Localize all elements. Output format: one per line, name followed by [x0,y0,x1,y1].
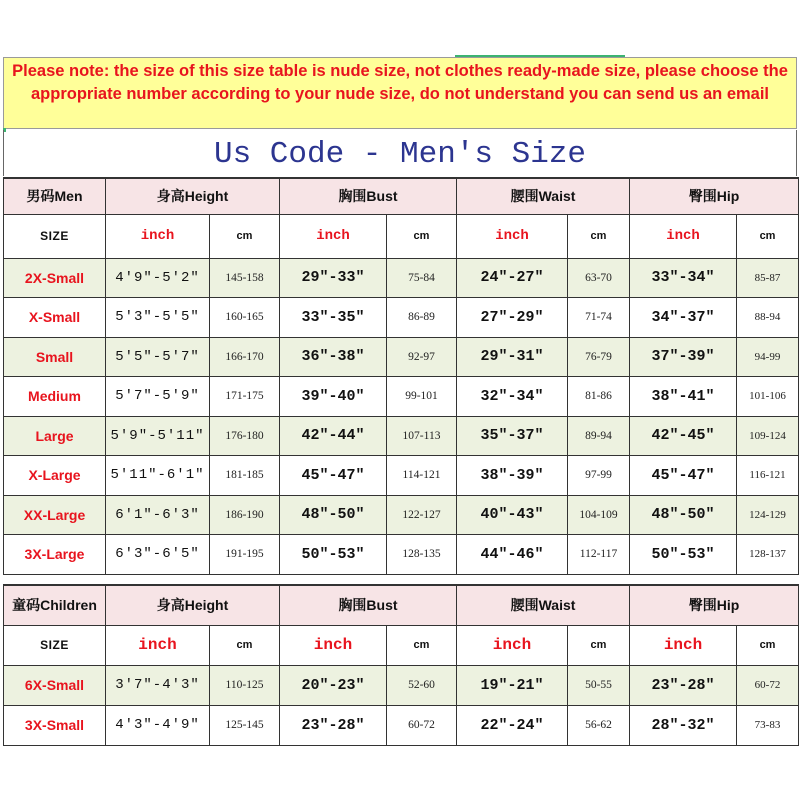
hip-cm-cell: 109-124 [737,416,799,456]
waist-cm-cell: 50-55 [568,665,630,705]
waist-inch-cell: 22"-24" [457,705,568,745]
men-subheader-hip-cm: cm [737,214,799,258]
children-header-bust: 胸围Bust [280,585,457,625]
hip-inch-cell: 50"-53" [630,535,737,575]
table-row [4,337,799,377]
men-size-table [3,177,799,575]
bust-inch-cell: 29"-33" [280,258,387,298]
waist-cm-cell: 104-109 [568,495,630,535]
size-cell: X-Small [4,298,106,338]
bust-inch-cell: 50"-53" [280,535,387,575]
children-header-hip: 臀围Hip [630,585,799,625]
bust-cm-cell: 128-135 [387,535,457,575]
height-cm-cell: 145-158 [210,258,280,298]
bust-inch-cell: 48"-50" [280,495,387,535]
children-subheader-height-inch: inch [106,625,210,665]
waist-inch-cell: 24"-27" [457,258,568,298]
size-cell: X-Large [4,456,106,496]
children-subheader-hip-cm: cm [737,625,799,665]
table-row [4,495,799,535]
hip-cm-cell: 85-87 [737,258,799,298]
men-header-height: 身高Height [106,178,280,214]
table-row [4,377,799,417]
waist-cm-cell: 97-99 [568,456,630,496]
hip-inch-cell: 48"-50" [630,495,737,535]
size-cell: 3X-Small [4,705,106,745]
children-header-size: 童码Children [4,585,106,625]
size-cell: Large [4,416,106,456]
height-inch-cell: 5'5"-5'7" [106,337,210,377]
page-title: Us Code - Men's Size [3,130,797,176]
height-inch-cell: 5'11"-6'1" [106,456,210,496]
waist-inch-cell: 35"-37" [457,416,568,456]
size-notice-banner: Please note: the size of this size table is nude size, not clothes ready-made size, please choose the appropriate number according to your nude size, do not understand you can send us an email [3,57,797,129]
men-header-size: 男码Men [4,178,106,214]
size-cell: Medium [4,377,106,417]
waist-inch-cell: 40"-43" [457,495,568,535]
children-subheader-size: SIZE [4,625,106,665]
men-header-waist: 腰围Waist [457,178,630,214]
size-cell: 6X-Small [4,665,106,705]
hip-cm-cell: 124-129 [737,495,799,535]
waist-inch-cell: 29"-31" [457,337,568,377]
bust-cm-cell: 122-127 [387,495,457,535]
height-inch-cell: 4'9"-5'2" [106,258,210,298]
waist-cm-cell: 89-94 [568,416,630,456]
waist-inch-cell: 32"-34" [457,377,568,417]
height-inch-cell: 5'7"-5'9" [106,377,210,417]
bust-inch-cell: 36"-38" [280,337,387,377]
bust-cm-cell: 75-84 [387,258,457,298]
bust-cm-cell: 60-72 [387,705,457,745]
men-header-bust: 胸围Bust [280,178,457,214]
table-row [4,705,799,745]
waist-cm-cell: 56-62 [568,705,630,745]
height-cm-cell: 125-145 [210,705,280,745]
height-inch-cell: 5'3"-5'5" [106,298,210,338]
hip-inch-cell: 33"-34" [630,258,737,298]
bust-inch-cell: 45"-47" [280,456,387,496]
size-cell: 2X-Small [4,258,106,298]
men-subheader-hip-inch: inch [630,214,737,258]
height-cm-cell: 166-170 [210,337,280,377]
waist-cm-cell: 71-74 [568,298,630,338]
bust-cm-cell: 86-89 [387,298,457,338]
size-cell: Small [4,337,106,377]
hip-inch-cell: 28"-32" [630,705,737,745]
hip-cm-cell: 128-137 [737,535,799,575]
bust-cm-cell: 107-113 [387,416,457,456]
hip-cm-cell: 73-83 [737,705,799,745]
waist-cm-cell: 63-70 [568,258,630,298]
bust-cm-cell: 92-97 [387,337,457,377]
waist-cm-cell: 81-86 [568,377,630,417]
waist-cm-cell: 112-117 [568,535,630,575]
table-row [4,416,799,456]
waist-inch-cell: 27"-29" [457,298,568,338]
children-subheader-waist-inch: inch [457,625,568,665]
children-subheader-bust-cm: cm [387,625,457,665]
hip-cm-cell: 101-106 [737,377,799,417]
height-inch-cell: 6'1"-6'3" [106,495,210,535]
height-cm-cell: 186-190 [210,495,280,535]
bust-cm-cell: 114-121 [387,456,457,496]
children-subheader-bust-inch: inch [280,625,387,665]
children-header-waist: 腰围Waist [457,585,630,625]
height-cm-cell: 181-185 [210,456,280,496]
children-subheader-waist-cm: cm [568,625,630,665]
waist-inch-cell: 19"-21" [457,665,568,705]
hip-inch-cell: 23"-28" [630,665,737,705]
hip-cm-cell: 116-121 [737,456,799,496]
size-cell: 3X-Large [4,535,106,575]
table-row [4,665,799,705]
hip-inch-cell: 42"-45" [630,416,737,456]
waist-cm-cell: 76-79 [568,337,630,377]
children-header-height: 身高Height [106,585,280,625]
hip-cm-cell: 94-99 [737,337,799,377]
height-cm-cell: 160-165 [210,298,280,338]
hip-inch-cell: 38"-41" [630,377,737,417]
men-subheader-size: SIZE [4,214,106,258]
bust-inch-cell: 39"-40" [280,377,387,417]
hip-inch-cell: 37"-39" [630,337,737,377]
men-subheader-bust-cm: cm [387,214,457,258]
hip-cm-cell: 88-94 [737,298,799,338]
hip-cm-cell: 60-72 [737,665,799,705]
waist-inch-cell: 38"-39" [457,456,568,496]
height-inch-cell: 4'3"-4'9" [106,705,210,745]
men-subheader-waist-cm: cm [568,214,630,258]
size-cell: XX-Large [4,495,106,535]
men-subheader-bust-inch: inch [280,214,387,258]
height-inch-cell: 5'9"-5'11" [106,416,210,456]
bust-inch-cell: 23"-28" [280,705,387,745]
height-cm-cell: 176-180 [210,416,280,456]
table-row [4,258,799,298]
height-cm-cell: 191-195 [210,535,280,575]
bust-inch-cell: 20"-23" [280,665,387,705]
children-size-table [3,584,799,746]
bust-inch-cell: 42"-44" [280,416,387,456]
height-cm-cell: 110-125 [210,665,280,705]
hip-inch-cell: 45"-47" [630,456,737,496]
bust-cm-cell: 52-60 [387,665,457,705]
waist-inch-cell: 44"-46" [457,535,568,575]
table-row [4,456,799,496]
men-header-hip: 臀围Hip [630,178,799,214]
hip-inch-cell: 34"-37" [630,298,737,338]
height-inch-cell: 3'7"-4'3" [106,665,210,705]
children-subheader-hip-inch: inch [630,625,737,665]
men-subheader-height-inch: inch [106,214,210,258]
children-subheader-height-cm: cm [210,625,280,665]
table-row [4,535,799,575]
men-subheader-height-cm: cm [210,214,280,258]
bust-inch-cell: 33"-35" [280,298,387,338]
men-subheader-waist-inch: inch [457,214,568,258]
bust-cm-cell: 99-101 [387,377,457,417]
height-inch-cell: 6'3"-6'5" [106,535,210,575]
table-row [4,298,799,338]
height-cm-cell: 171-175 [210,377,280,417]
